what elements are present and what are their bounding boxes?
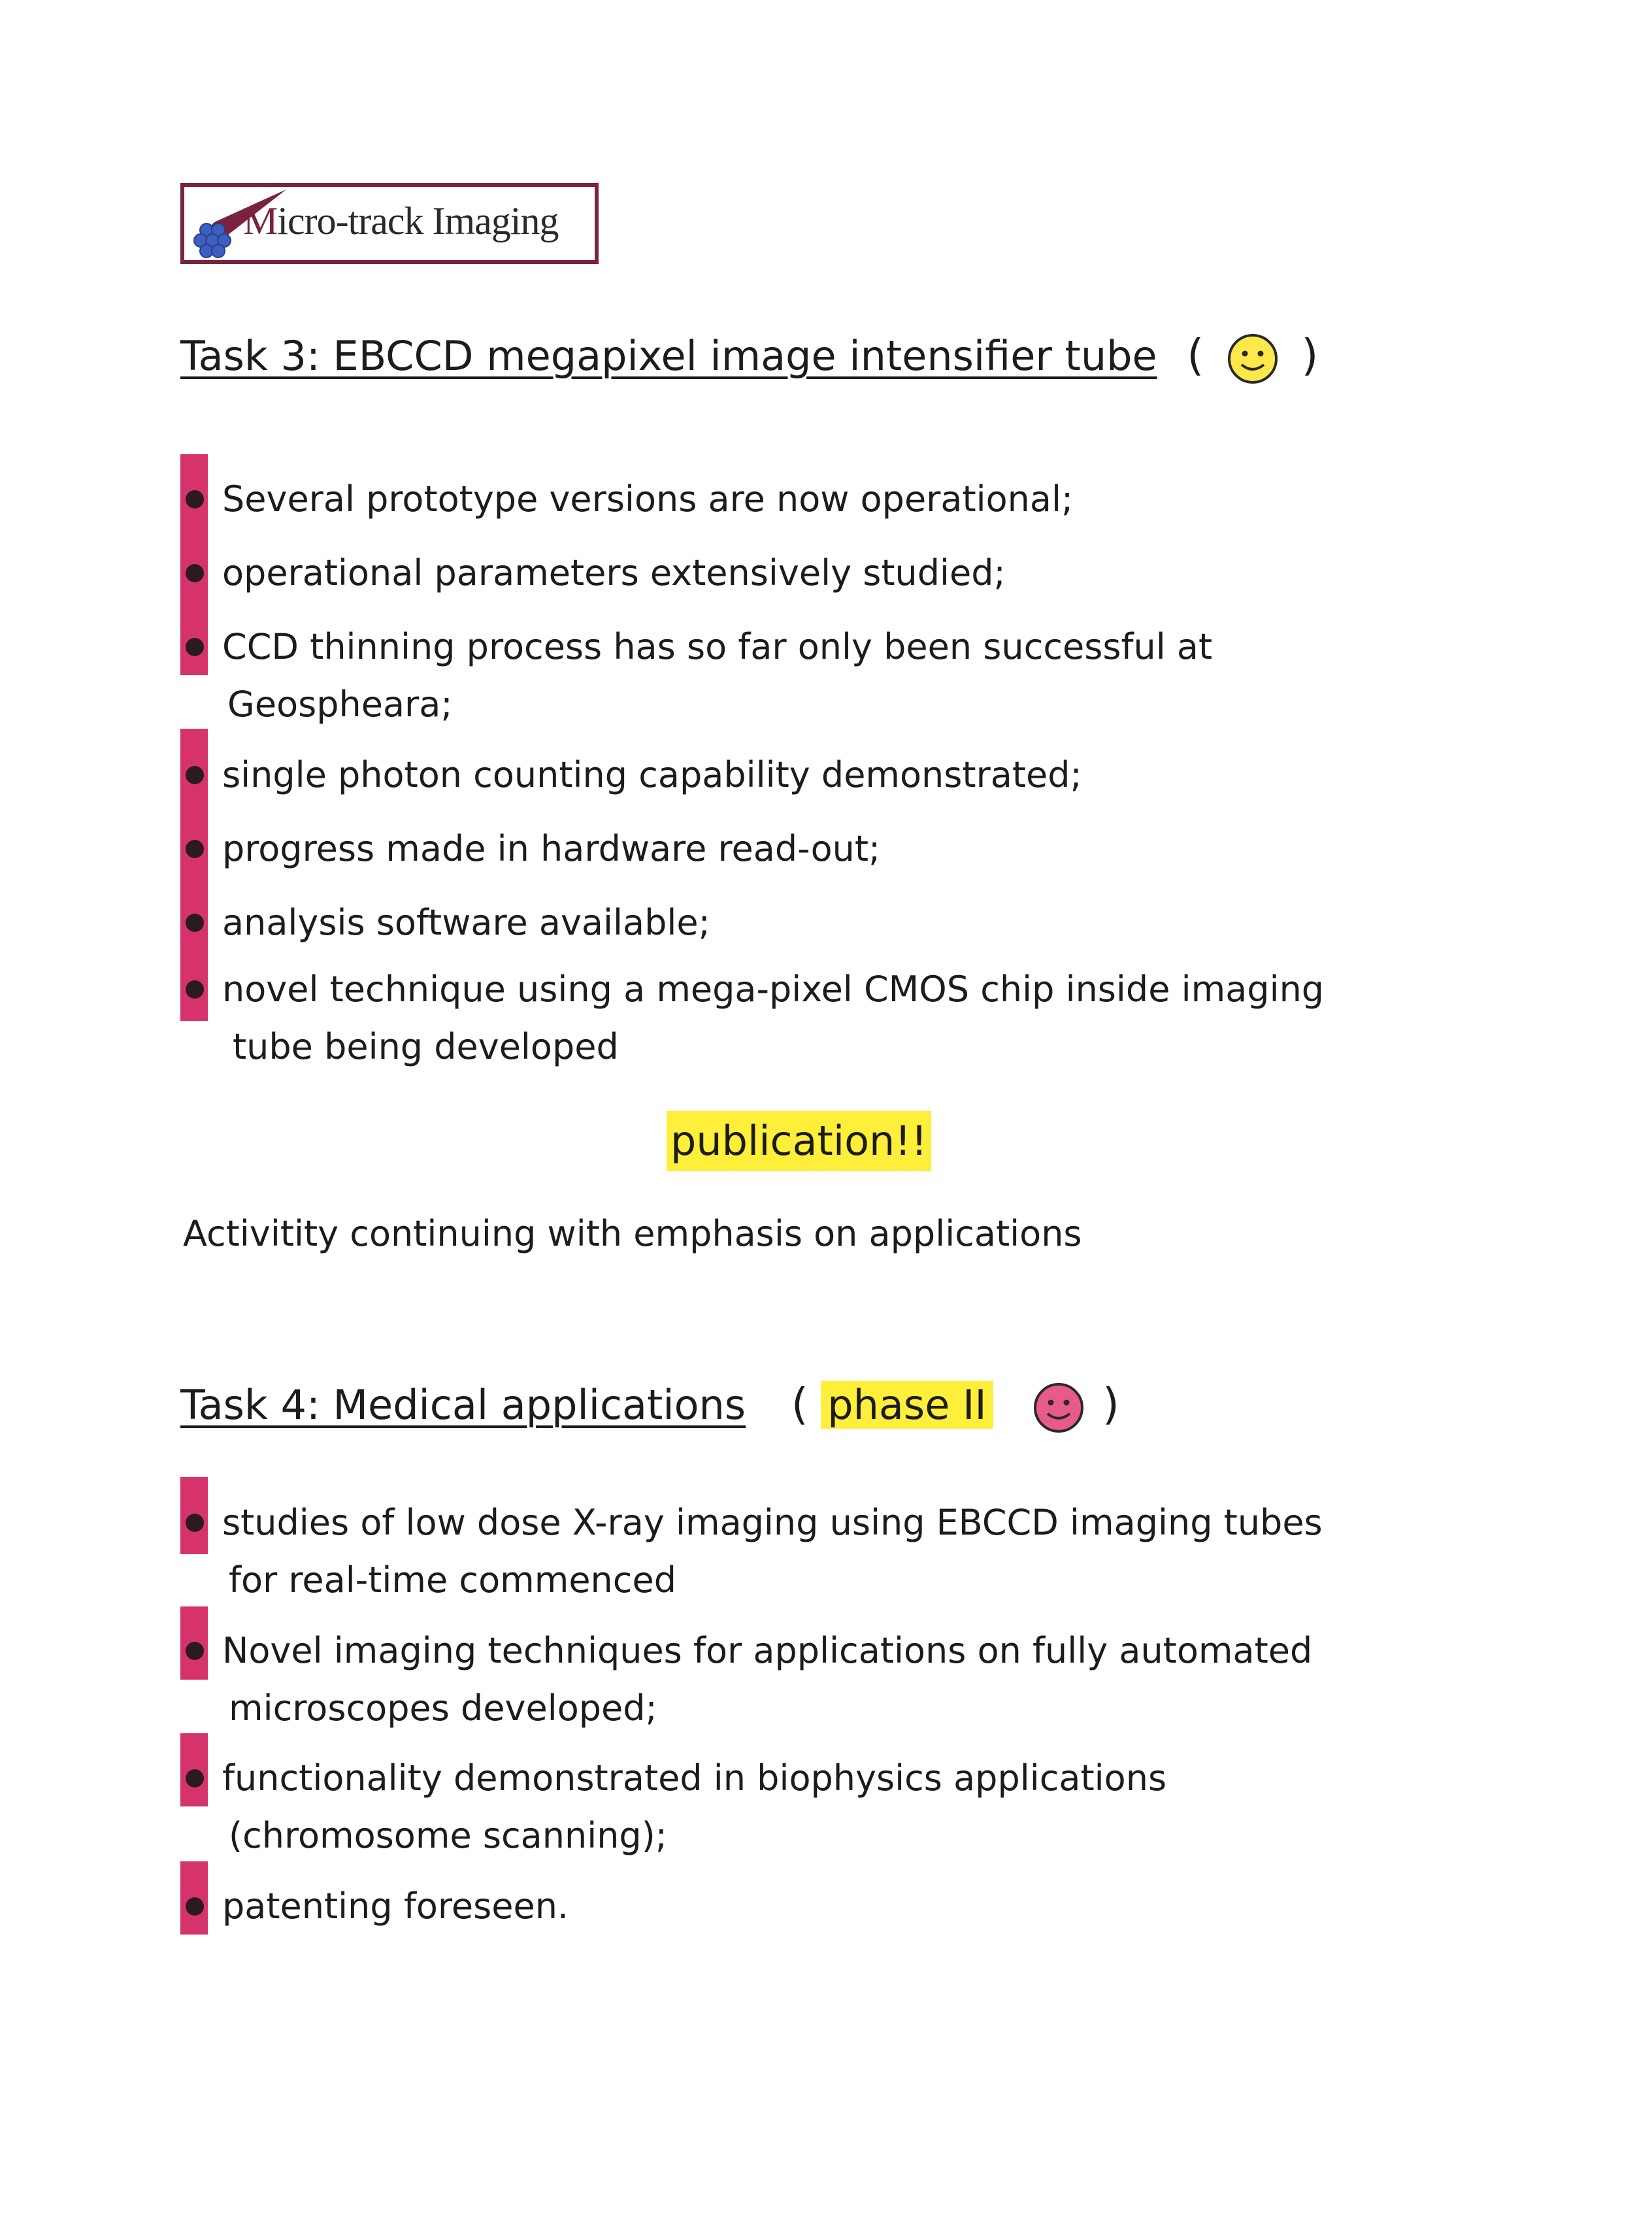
- activity-note: Activitity continuing with emphasis on applications: [183, 1213, 1082, 1254]
- bullet-icon: [186, 1514, 204, 1532]
- smiley-yellow-icon: [1226, 332, 1280, 386]
- bullet-icon: [186, 1897, 204, 1916]
- phase-badge: phase II: [821, 1381, 993, 1429]
- bullet-icon: [186, 840, 204, 858]
- list-item-text: (chromosome scanning);: [229, 1815, 667, 1856]
- task4-paren-close: ): [1102, 1379, 1119, 1429]
- list-item-text: functionality demonstrated in biophysics applications: [222, 1757, 1167, 1799]
- task3-paren-open: (: [1187, 330, 1204, 380]
- bullet-icon: [186, 1769, 204, 1787]
- list-item-text: operational parameters extensively studied;: [222, 552, 1006, 593]
- list-item-text: patenting foreseen.: [222, 1886, 569, 1927]
- list-item-text: progress made in hardware read-out;: [222, 828, 881, 869]
- task3-title: Task 3: EBCCD megapixel image intensifier tube: [180, 332, 1157, 380]
- task4-paren-open: (: [791, 1379, 808, 1429]
- task4-title: Task 4: Medical applications: [180, 1381, 746, 1429]
- list-item-text: microscopes developed;: [229, 1688, 657, 1729]
- smiley-pink-icon: [1032, 1381, 1085, 1435]
- list-item-text: tube being developed: [233, 1026, 619, 1067]
- task3-paren-close: ): [1301, 330, 1319, 380]
- task4-heading: [180, 1379, 1119, 1435]
- bullet-icon: [186, 766, 204, 784]
- logo-text: Micro-track Imaging: [243, 199, 559, 242]
- bullet-icon: [186, 638, 204, 656]
- list-item-text: CCD thinning process has so far only been successful at: [222, 626, 1213, 667]
- list-item-text: novel technique using a mega-pixel CMOS chip inside imaging: [222, 969, 1325, 1010]
- bullet-icon: [186, 1642, 204, 1660]
- list-item-text: Several prototype versions are now operational;: [222, 478, 1074, 520]
- task3-heading: [180, 330, 1318, 386]
- list-item-text: analysis software available;: [222, 902, 710, 943]
- bullet-icon: [186, 490, 204, 508]
- micro-track-logo: [180, 183, 599, 264]
- bullet-icon: [186, 564, 204, 582]
- list-item-text: for real-time commenced: [229, 1559, 676, 1601]
- bullet-icon: [186, 914, 204, 932]
- bullet-icon: [186, 980, 204, 999]
- list-item-text: studies of low dose X-ray imaging using EBCCD imaging tubes: [222, 1502, 1323, 1543]
- list-item-text: Geospheara;: [227, 684, 453, 725]
- list-item-text: single photon counting capability demonstrated;: [222, 754, 1082, 795]
- list-item-text: Novel imaging techniques for applications on fully automated: [222, 1630, 1313, 1671]
- publication-highlight: publication!!: [667, 1111, 931, 1171]
